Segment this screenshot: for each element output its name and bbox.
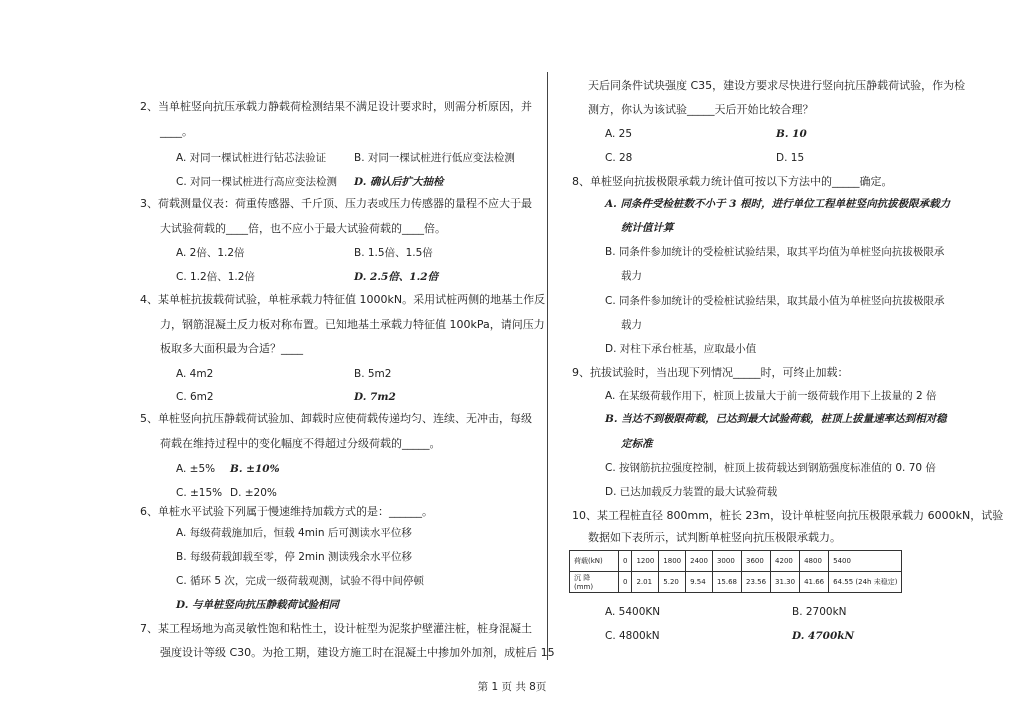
q4-stem-line1: 4、某单桩抗拔载荷试验，单桩承载力特征值 1000kN。采用试桩两侧的地基土作反 — [140, 293, 546, 306]
q2-option-b: B. 对同一棵试桩进行低应变法检测 — [354, 152, 515, 164]
page-footer: 第 1 页 共 8页 — [477, 681, 547, 693]
q8-option-b-line1: B. 同条件参加统计的受检桩试验结果，取其平均值为单桩竖向抗拔极限承 — [605, 246, 945, 258]
q3-option-a: A. 2倍、1.2倍 — [176, 247, 245, 259]
q5-stem-line1: 5、单桩竖向抗压静载荷试验加、卸载时应使荷载传递均匀、连续、无冲击，每级 — [140, 412, 532, 425]
q7-stem-line2: 强度设计等级 C30。为抢工期，建设方施工时在混凝土中掺加外加剂，成桩后 15 — [160, 646, 555, 659]
settlement-label: 沉 降 — [574, 574, 591, 582]
table-cell: 31.30 — [771, 572, 800, 593]
q5-answer-b: B. ±10% — [230, 463, 280, 475]
q6-option-c: C. 循环 5 次，完成一级荷载观测，试验不得中间停顿 — [176, 575, 424, 587]
q2-option-c: C. 对同一棵试桩进行高应变法检测 — [176, 176, 338, 188]
q7-stem-line1: 7、某工程场地为高灵敏性饱和粘性土，设计桩型为泥浆护壁灌注桩，桩身混凝土 — [140, 622, 532, 635]
table-cell: 4800 — [800, 551, 829, 572]
table-row-load — [570, 551, 902, 572]
q6-option-a: A. 每级荷载施加后，恒载 4min 后可测读水平位移 — [176, 527, 412, 539]
q7-cont-line2: 测方，你认为该试验_____天后开始比较合理？ — [588, 103, 814, 116]
q4-option-c: C. 6m2 — [176, 391, 214, 403]
q10-stem-line1: 10、某工程桩直径 800mm，桩长 23m，设计单桩竖向抗压极限承载力 6000kN，试验 — [572, 509, 1004, 522]
table-cell: 9.54 — [686, 572, 713, 593]
q6-option-b: B. 每级荷载卸载至零，停 2min 测读残余水平位移 — [176, 551, 413, 563]
q6-stem: 6、单桩水平试验下列属于慢速维持加载方式的是：______。 — [140, 505, 433, 518]
column-divider — [547, 72, 548, 660]
table-cell: 64.55 (24h 未稳定) — [829, 572, 902, 593]
q5-option-c: C. ±15% — [176, 487, 223, 499]
q4-stem-line2: 力，钢筋混凝土反力板对称布置。已知地基土承载力特征值 100kPa，请问压力 — [160, 318, 545, 331]
table-cell: 3000 — [712, 551, 741, 572]
table-cell: 1200 — [632, 551, 659, 572]
settlement-unit: (mm) — [574, 583, 594, 591]
table-cell: 0 — [619, 551, 632, 572]
q7-option-d: D. 15 — [776, 152, 805, 164]
table-cell: 5400 — [829, 551, 902, 572]
q10-answer-d: D. 4700kN — [792, 630, 855, 642]
q3-stem-line1: 3、荷载测量仪表：荷重传感器、千斤顶、压力表或压力传感器的量程不应大于最 — [140, 197, 532, 210]
q9-option-d: D. 已达加载反力装置的最大试验荷载 — [605, 486, 778, 498]
q9-option-c: C. 按钢筋抗拉强度控制，桩顶上拔荷载达到钢筋强度标准值的 0. 70 倍 — [605, 462, 936, 474]
table-cell: 2.01 — [632, 572, 659, 593]
q7-option-a: A. 25 — [605, 128, 633, 140]
q6-answer-d: D. 与单桩竖向抗压静载荷试验相同 — [176, 599, 340, 611]
table-cell: 41.66 — [800, 572, 829, 593]
q2-answer-d: D. 确认后扩大抽检 — [354, 176, 444, 188]
q5-option-d: D. ±20% — [230, 487, 277, 499]
table-cell: 4200 — [771, 551, 800, 572]
q4-option-b: B. 5m2 — [354, 368, 392, 380]
q3-option-b: B. 1.5倍、1.5倍 — [354, 247, 433, 259]
q4-stem-line3: 板取多大面积最为合适？____ — [160, 342, 303, 355]
q8-option-d: D. 对柱下承台桩基，应取最小值 — [605, 343, 757, 355]
table-cell: 0 — [619, 572, 632, 593]
q8-answer-a-line1: A. 同条件受检桩数不小于 3 根时，进行单位工程单桩竖向抗拔极限承载力 — [605, 198, 951, 210]
q9-option-a: A. 在某级荷载作用下，桩顶上拔量大于前一级荷载作用下上拔量的 2 倍 — [605, 390, 937, 402]
q5-option-a: A. ±5% — [176, 463, 216, 475]
table-cell: 5.20 — [659, 572, 686, 593]
q5-stem-line2: 荷载在维持过程中的变化幅度不得超过分级荷载的_____。 — [160, 437, 441, 450]
settlement-data-table — [569, 550, 902, 593]
q8-stem: 8、单桩竖向抗拔极限承载力统计值可按以下方法中的_____确定。 — [572, 175, 893, 188]
q8-option-b-line2: 载力 — [621, 270, 642, 282]
q8-answer-a-line2: 统计值计算 — [621, 222, 674, 234]
q10-option-c: C. 4800kN — [605, 630, 660, 642]
q7-option-c: C. 28 — [605, 152, 633, 164]
q4-option-a: A. 4m2 — [176, 368, 214, 380]
table-row-settlement — [570, 572, 902, 593]
table-cell: 1800 — [659, 551, 686, 572]
q10-option-b: B. 2700kN — [792, 606, 847, 618]
q2-stem-line2: ____。 — [160, 125, 193, 138]
q7-answer-b: B. 10 — [776, 128, 807, 140]
q3-option-c: C. 1.2倍、1.2倍 — [176, 271, 255, 283]
q8-option-c-line2: 载力 — [621, 319, 642, 331]
q9-answer-b-line1: B. 当达不到极限荷载，已达到最大试验荷载，桩顶上拔量速率达到相对稳 — [605, 413, 947, 425]
table-cell: 2400 — [686, 551, 713, 572]
table-cell-header-load: 荷载(kN) — [570, 551, 619, 572]
q3-stem-line2: 大试验荷载的____倍，也不应小于最大试验荷载的____倍。 — [160, 222, 446, 235]
table-cell: 23.56 — [742, 572, 771, 593]
table-cell: 15.68 — [712, 572, 741, 593]
q3-answer-d: D. 2.5倍、1.2倍 — [354, 271, 439, 283]
q7-cont-line1: 天后同条件试块强度 C35，建设方要求尽快进行竖向抗压静载荷试验，作为检 — [588, 79, 966, 92]
q10-option-a: A. 5400KN — [605, 606, 661, 618]
table-cell: 3600 — [742, 551, 771, 572]
q8-option-c-line1: C. 同条件参加统计的受检桩试验结果，取其最小值为单桩竖向抗拔极限承 — [605, 295, 945, 307]
q9-answer-b-line2: 定标准 — [621, 438, 653, 450]
q2-option-a: A. 对同一棵试桩进行钻芯法验证 — [176, 152, 327, 164]
table-cell-header-settlement — [570, 572, 619, 593]
q10-stem-line2: 数据如下表所示，试判断单桩竖向抗压极限承载力。 — [588, 531, 841, 544]
q4-answer-d: D. 7m2 — [354, 391, 396, 403]
q2-stem-line1: 2、当单桩竖向抗压承载力静载荷检测结果不满足设计要求时，则需分析原因，并 — [140, 100, 532, 113]
q9-stem: 9、抗拔试验时，当出现下列情况_____时，可终止加载： — [572, 366, 849, 379]
